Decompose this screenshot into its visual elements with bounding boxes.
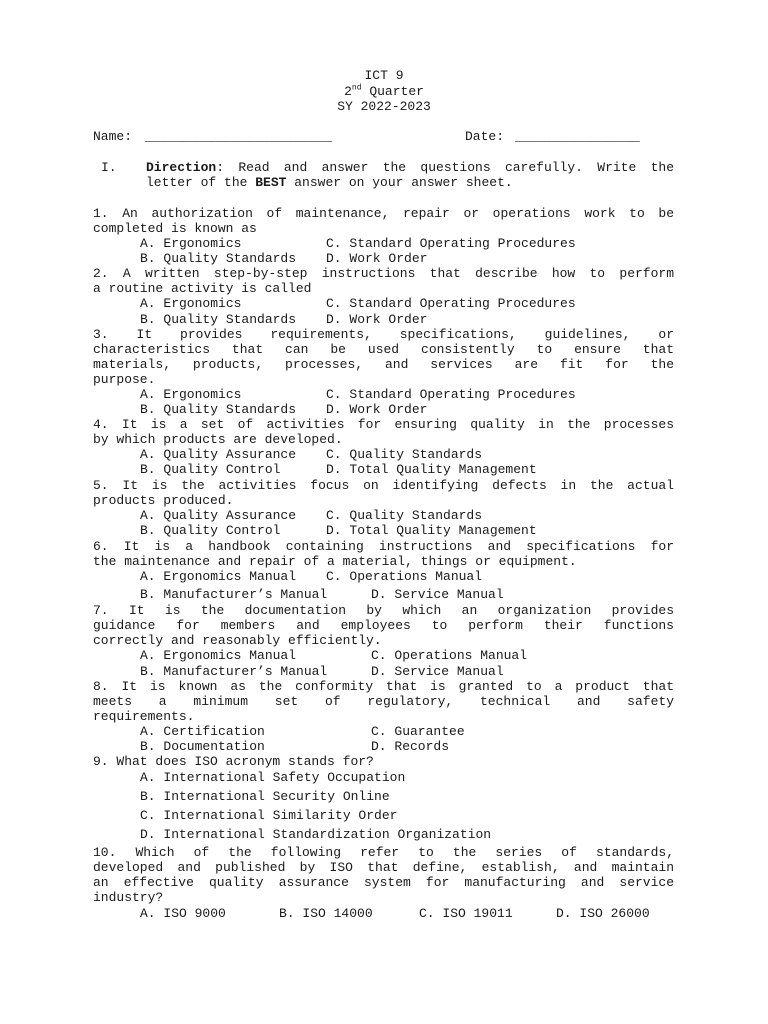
question-4-line-2: by which products are developed. xyxy=(93,432,343,447)
direction-line-1 xyxy=(146,160,674,175)
question-1-option-c: C. Standard Operating Procedures xyxy=(326,236,576,251)
question-2-line-1: 2. A written step-by-step instructions that describe how to perform xyxy=(93,266,674,281)
question-9-option-d: D. International Standardization Organization xyxy=(140,827,492,842)
question-3-line-1: 3. It provides requirements, specifications, guidelines, or xyxy=(93,327,674,342)
question-6-option-c: C. Operations Manual xyxy=(326,569,483,584)
question-8-line-2: meets a minimum set of regulatory, technical and safety xyxy=(93,694,674,709)
question-7-option-c: C. Operations Manual xyxy=(371,648,528,663)
question-9-line-1: 9. What does ISO acronym stands for? xyxy=(93,754,374,769)
question-3-line-2: characteristics that can be used consistently to ensure that xyxy=(93,342,674,357)
question-4-option-c: C. Quality Standards xyxy=(326,447,483,462)
school-year: SY 2022-2023 xyxy=(337,99,431,114)
question-2-option-b: B. Quality Standards xyxy=(140,312,297,327)
question-7-line-1: 7. It is the documentation by which an organization provides xyxy=(93,603,674,618)
question-8-option-d: D. Records xyxy=(371,739,450,754)
question-7-option-b: B. Manufacturer’s Manual xyxy=(140,664,328,679)
question-9-option-b: B. International Security Online xyxy=(140,789,390,804)
question-1-option-b: B. Quality Standards xyxy=(140,251,297,266)
question-5-option-b: B. Quality Control xyxy=(140,523,281,538)
direction-text-2a: letter of the xyxy=(146,175,256,190)
question-10-option-b: B. ISO 14000 xyxy=(279,906,373,921)
question-3-option-c: C. Standard Operating Procedures xyxy=(326,387,576,402)
question-6-line-1: 6. It is a handbook containing instructions and specifications for xyxy=(93,539,674,554)
question-5-option-a: A. Quality Assurance xyxy=(140,508,297,523)
question-7-option-a: A. Ergonomics Manual xyxy=(140,648,297,663)
direction-line-2 xyxy=(146,175,513,190)
question-5-option-c: C. Quality Standards xyxy=(326,508,483,523)
question-8-option-c: C. Guarantee xyxy=(371,724,465,739)
question-9-option-c: C. International Similarity Order xyxy=(140,808,398,823)
question-1-line-1: 1. An authorization of maintenance, repair or operations work to be xyxy=(93,206,674,221)
question-1-option-a: A. Ergonomics xyxy=(140,236,242,251)
direction-text-1: : Read and answer the questions carefully. Write the xyxy=(216,160,674,175)
question-7-option-d: D. Service Manual xyxy=(371,664,504,679)
question-2-option-a: A. Ergonomics xyxy=(140,296,242,311)
question-5-line-1: 5. It is the activities focus on identifying defects in the actual xyxy=(93,478,674,493)
quarter-word: Quarter xyxy=(369,84,424,99)
question-4-option-a: A. Quality Assurance xyxy=(140,447,297,462)
question-5-option-d: D. Total Quality Management xyxy=(326,523,537,538)
question-3-option-a: A. Ergonomics xyxy=(140,387,242,402)
question-1-option-d: D. Work Order xyxy=(326,251,428,266)
name-field[interactable]: ________________________ xyxy=(145,129,333,144)
subject-title: ICT 9 xyxy=(364,68,404,83)
question-2-option-d: D. Work Order xyxy=(326,312,428,327)
direction-best: BEST xyxy=(255,175,287,190)
direction-label: Direction xyxy=(146,160,217,175)
question-10-line-4: industry? xyxy=(93,890,164,905)
question-4-option-b: B. Quality Control xyxy=(140,462,281,477)
quarter-suffix: nd xyxy=(351,83,362,93)
question-3-line-3: materials, products, processes, and services are fit for the xyxy=(93,357,674,372)
question-3-line-4: purpose. xyxy=(93,372,156,387)
direction-text-2b: answer on your answer sheet. xyxy=(286,175,513,190)
question-3-option-d: D. Work Order xyxy=(326,402,428,417)
question-9-option-a: A. International Safety Occupation xyxy=(140,770,406,785)
date-label: Date: xyxy=(465,129,505,144)
question-10-option-a: A. ISO 9000 xyxy=(140,906,226,921)
question-5-line-2: products produced. xyxy=(93,493,234,508)
question-2-option-c: C. Standard Operating Procedures xyxy=(326,296,576,311)
question-4-option-d: D. Total Quality Management xyxy=(326,462,537,477)
question-6-option-a: A. Ergonomics Manual xyxy=(140,569,297,584)
question-6-option-d: D. Service Manual xyxy=(371,587,504,602)
question-7-line-2: guidance for members and employees to perform their functions xyxy=(93,618,674,633)
question-10-option-c: C. ISO 19011 xyxy=(419,906,513,921)
question-3-option-b: B. Quality Standards xyxy=(140,402,297,417)
question-8-option-b: B. Documentation xyxy=(140,739,265,754)
quarter-line xyxy=(0,84,768,99)
question-8-option-a: A. Certification xyxy=(140,724,265,739)
name-label: Name: xyxy=(93,129,133,144)
question-1-line-2: completed is known as xyxy=(93,221,257,236)
question-10-line-1: 10. Which of the following refer to the series of standards, xyxy=(93,845,674,860)
question-6-line-2: the maintenance and repair of a material, things or equipment. xyxy=(93,554,577,569)
question-10-option-d: D. ISO 26000 xyxy=(556,906,650,921)
question-8-line-1: 8. It is known as the conformity that is granted to a product that xyxy=(93,679,674,694)
question-10-line-2: developed and published by ISO that define, establish, and maintain xyxy=(93,860,674,875)
section-numeral: I. xyxy=(101,160,117,175)
question-4-line-1: 4. It is a set of activities for ensuring quality in the processes xyxy=(93,417,674,432)
quarter-number: 2 xyxy=(344,84,352,99)
question-8-line-3: requirements. xyxy=(93,709,195,724)
question-6-option-b: B. Manufacturer’s Manual xyxy=(140,587,328,602)
question-7-line-3: correctly and reasonably efficiently. xyxy=(93,633,382,648)
date-field[interactable]: ________________ xyxy=(515,129,640,144)
question-2-line-2: a routine activity is called xyxy=(93,281,312,296)
question-10-line-3: an effective quality assurance system for manufacturing and service xyxy=(93,875,674,890)
